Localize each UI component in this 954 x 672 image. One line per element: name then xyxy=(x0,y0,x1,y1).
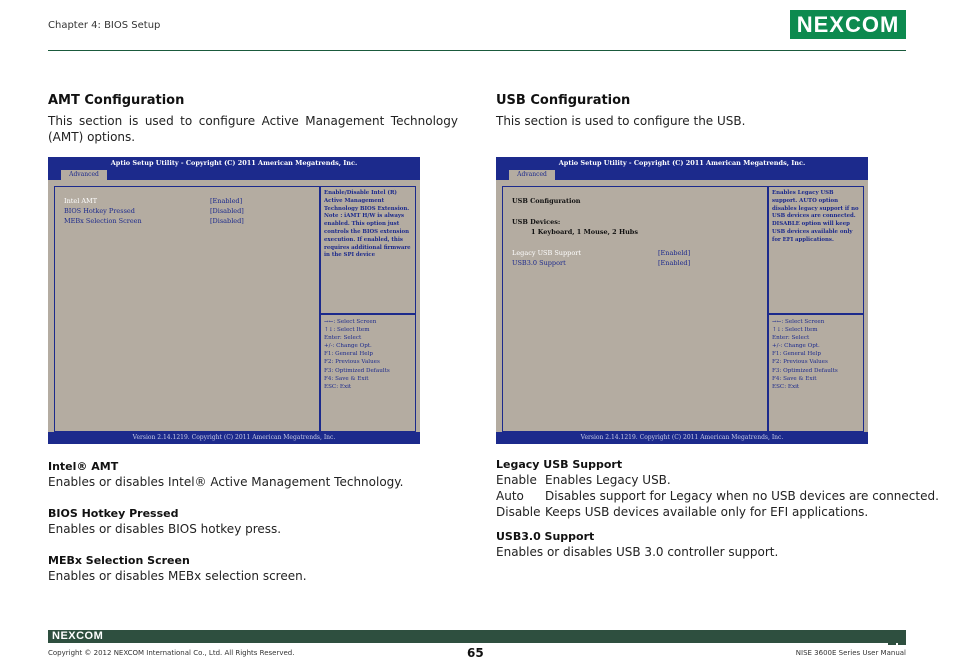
option-desc: Disables support for Legacy when no USB devices are connected. xyxy=(545,489,939,503)
usb-heading: USB Configuration xyxy=(496,93,631,108)
key-hint: F3: Optimized Defaults xyxy=(324,367,390,374)
manual-title: NISE 3600E Series User Manual xyxy=(795,649,906,657)
amt-heading: AMT Configuration xyxy=(48,93,185,108)
key-hint: F3: Optimized Defaults xyxy=(772,367,838,374)
item-hotkey-title: BIOS Hotkey Pressed xyxy=(48,507,179,520)
item-intel-amt-title: Intel® AMT xyxy=(48,460,119,473)
key-hint: F4: Save & Exit xyxy=(772,375,817,382)
option-key: Auto xyxy=(496,489,524,503)
key-hint: F2: Previous Values xyxy=(772,359,828,366)
key-hint: F1: General Help xyxy=(324,351,373,358)
footer-squares-icon xyxy=(888,631,906,645)
bios-help-text: Enables Legacy USB support. AUTO option disables legacy support if no USB devices are connected. DISABLE option will keep USB devices available only for EFI applications. xyxy=(772,190,859,243)
footer-bar xyxy=(48,630,906,643)
key-hint: →←: Select Screen xyxy=(772,319,825,325)
chapter-title: Chapter 4: BIOS Setup xyxy=(48,20,161,31)
item-mebx-desc: Enables or disables MEBx selection screen. xyxy=(48,569,307,583)
footer-logo: NEXCOM xyxy=(52,630,104,642)
option-key: Disable xyxy=(496,505,541,519)
bios-help-panel xyxy=(320,186,416,314)
option-key: Enable xyxy=(496,473,537,487)
amt-bios-screenshot xyxy=(48,157,420,444)
amt-intro: This section is used to configure Active Management Technology (AMT) options. xyxy=(48,114,458,144)
usb-bios-screenshot xyxy=(496,157,868,444)
key-hint: ↑↓: Select Item xyxy=(324,327,370,334)
item-hotkey-desc: Enables or disables BIOS hotkey press. xyxy=(48,522,282,536)
key-hint: Enter: Select xyxy=(324,335,362,342)
bios-row-mebx-value: [Disabled] xyxy=(210,217,244,225)
item-usb3-desc: Enables or disables USB 3.0 controller support. xyxy=(496,545,779,559)
bios-row-usb3-label: USB3.0 Support xyxy=(512,259,566,267)
usb-intro: This section is used to configure the USB. xyxy=(496,114,746,128)
bios-row-intel-amt-label: Intel AMT xyxy=(64,197,98,205)
bios-row-legacy-label: Legacy USB Support xyxy=(512,249,581,257)
item-usb3-title: USB3.0 Support xyxy=(496,530,595,543)
bios-keys-panel xyxy=(320,314,416,432)
bios-key-list xyxy=(324,318,390,391)
bios-section-title: USB Configuration xyxy=(512,197,581,205)
item-legacy-title: Legacy USB Support xyxy=(496,458,623,471)
nexcom-logo: NEXCOM xyxy=(790,10,906,39)
bios-title: Aptio Setup Utility - Copyright (C) 2011 American Megatrends, Inc. xyxy=(496,157,868,169)
key-hint: F2: Previous Values xyxy=(324,359,380,366)
header-divider xyxy=(48,50,906,51)
bios-main-panel xyxy=(54,186,320,432)
bios-usb-devices-value: 1 Keyboard, 1 Mouse, 2 Hubs xyxy=(531,228,639,236)
option-desc: Keeps USB devices available only for EFI applications. xyxy=(545,505,869,519)
bios-row-legacy-value: [Enabeld] xyxy=(658,249,691,257)
bios-tabbar xyxy=(496,169,868,180)
key-hint: F1: General Help xyxy=(772,351,821,358)
bios-row-mebx-label: MEBx Selection Screen xyxy=(64,217,142,225)
key-hint: +/-: Change Opt. xyxy=(772,343,820,350)
item-intel-amt-desc: Enables or disables Intel® Active Management Technology. xyxy=(48,475,404,489)
item-mebx-title: MEBx Selection Screen xyxy=(48,554,190,567)
bios-row-usb3-value: [Enabled] xyxy=(658,259,691,267)
tab-advanced: Advanced xyxy=(61,170,107,180)
bios-usb-devices-label: USB Devices: xyxy=(512,218,561,226)
tab-advanced: Advanced xyxy=(509,170,555,180)
bios-footer: Version 2.14.1219. Copyright (C) 2011 American Megatrends, Inc. xyxy=(496,432,868,444)
bios-row-intel-amt-value: [Enabled] xyxy=(210,197,243,205)
page-number: 65 xyxy=(467,646,484,660)
bios-title: Aptio Setup Utility - Copyright (C) 2011 American Megatrends, Inc. xyxy=(48,157,420,169)
key-hint: Enter: Select xyxy=(772,335,810,342)
copyright: Copyright © 2012 NEXCOM International Co., Ltd. All Rights Reserved. xyxy=(48,649,295,657)
bios-help-panel xyxy=(768,186,864,314)
key-hint: F4: Save & Exit xyxy=(324,375,369,382)
bios-row-hotkey-value: [Disabled] xyxy=(210,207,244,215)
key-hint: ↑↓: Select Item xyxy=(772,327,818,334)
bios-key-list xyxy=(772,318,838,391)
bios-main-panel xyxy=(502,186,768,432)
option-desc: Enables Legacy USB. xyxy=(545,473,671,487)
bios-keys-panel xyxy=(768,314,864,432)
key-hint: +/-: Change Opt. xyxy=(324,343,372,350)
key-hint: ESC: Exit xyxy=(324,383,352,390)
bios-tabbar xyxy=(48,169,420,180)
bios-footer: Version 2.14.1219. Copyright (C) 2011 American Megatrends, Inc. xyxy=(48,432,420,444)
bios-row-hotkey-label: BIOS Hotkey Pressed xyxy=(64,207,135,215)
key-hint: →←: Select Screen xyxy=(324,319,377,325)
bios-help-text: Enable/Disable Intel (R) Active Management Technology BIOS Extension. Note : iAMT H/W is always enabled. This option just controls the BIOS extension execution. If enabled, this requires additional firmware in the SPI device xyxy=(324,190,411,259)
key-hint: ESC: Exit xyxy=(772,383,800,390)
